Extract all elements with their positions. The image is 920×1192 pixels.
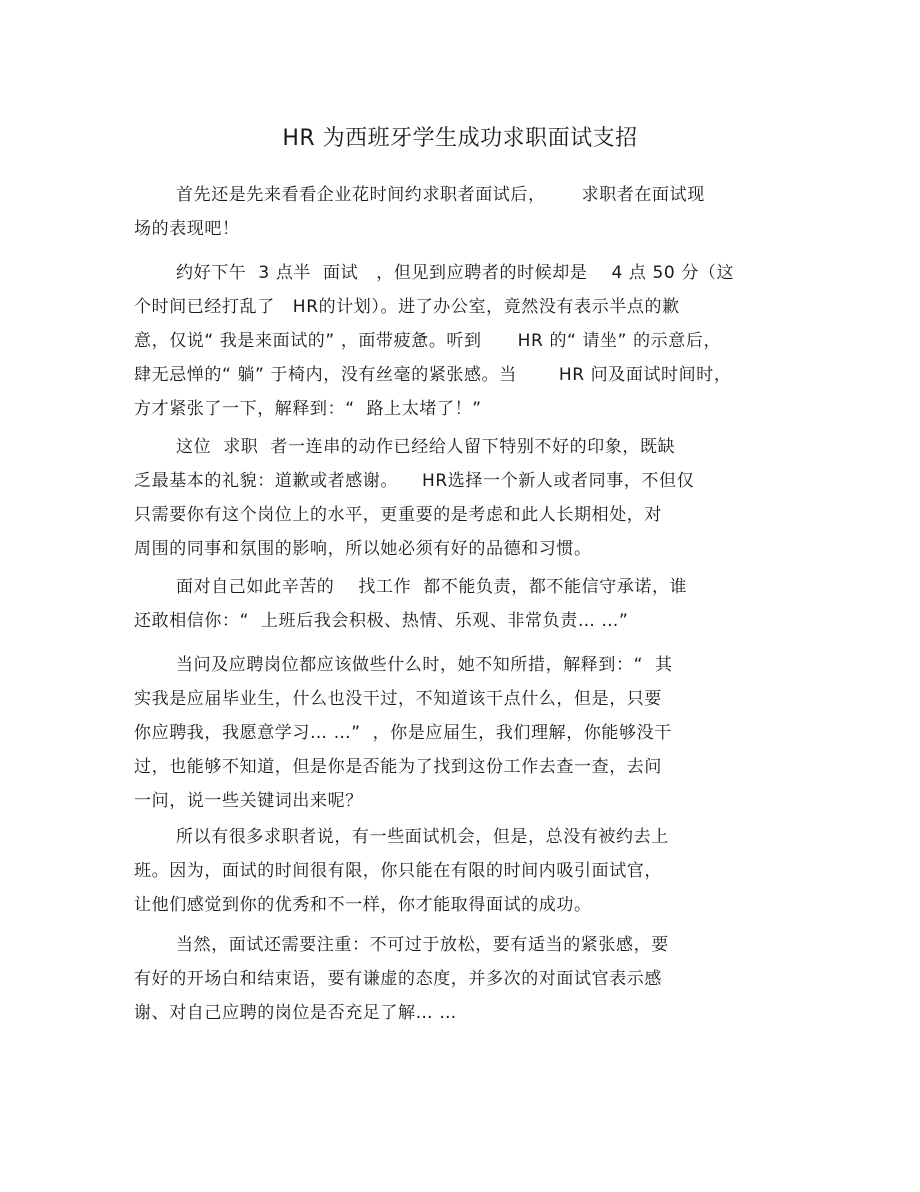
paragraph-line: 只需要你有这个岗位上的水平，更重要的是考虑和此人长期相处，对 xyxy=(134,505,662,525)
paragraph-line: 一问，说一些关键词出来呢？ xyxy=(134,791,363,811)
paragraph-line: 过，也能够不知道，但是你是否能为了找到这份工作去查一查，去问 xyxy=(134,757,662,777)
paragraph-line: 周围的同事和氛围的影响，所以她必须有好的品德和习惯。 xyxy=(134,539,592,559)
paragraph-line: 场的表现吧！ xyxy=(134,219,240,239)
paragraph-line: 你应聘我，我愿意学习… …” ，你是应届生，我们理解，你能够没干 xyxy=(134,723,672,743)
paragraph-line: 个时间已经打乱了 HR的计划）。进了办公室，竟然没有表示半点的歉 xyxy=(134,297,680,317)
paragraph-line: 让他们感觉到你的优秀和不一样，你才能取得面试的成功。 xyxy=(134,895,592,915)
paragraph-line: 意，仅说“ 我是来面试的” ，面带疲惫。听到 HR 的“ 请坐” 的示意后， xyxy=(134,331,722,351)
paragraph-line: 约好下午 3 点半 面试 ，但见到应聘者的时候却是 4 点 50 分（这 xyxy=(176,263,735,283)
paragraph-line: 当问及应聘岗位都应该做些什么时，她不知所措，解释到：“ 其 xyxy=(176,655,673,675)
paragraph-line: 当然，面试还需要注重：不可过于放松，要有适当的紧张感，要 xyxy=(176,935,669,955)
paragraph-line: 肆无忌惮的“ 躺” 于椅内，没有丝毫的紧张感。当 HR 问及面试时间时， xyxy=(134,365,732,385)
paragraph-late-arrival xyxy=(134,256,804,426)
paragraph-limited-time xyxy=(134,820,804,922)
paragraph-bad-impression xyxy=(134,430,804,566)
paragraph-line: 首先还是先来看看企业花时间约求职者面试后， 求职者在面试现 xyxy=(176,185,705,205)
paragraph-graduate xyxy=(134,648,804,818)
paragraph-line: 还敢相信你：“ 上班后我会积极、热情、乐观、非常负责… …” xyxy=(134,611,629,631)
paragraph-tips xyxy=(134,928,804,1030)
paragraph-line: 有好的开场白和结束语，要有谦虚的态度，并多次的对面试官表示感 xyxy=(134,969,662,989)
paragraph-line: 方才紧张了一下，解释到：“ 路上太堵了！” xyxy=(134,399,482,419)
document-title: HR 为西班牙学生成功求职面试支招 xyxy=(282,126,638,151)
paragraph-intro xyxy=(134,178,804,246)
paragraph-line: 谢、对自己应聘的岗位是否充足了解… … xyxy=(134,1003,457,1023)
paragraph-line: 面对自己如此辛苦的 找工作 都不能负责，都不能信守承诺，谁 xyxy=(176,577,688,597)
paragraph-responsibility xyxy=(134,570,804,638)
paragraph-line: 这位 求职 者一连串的动作已经给人留下特别不好的印象，既缺 xyxy=(176,437,676,457)
paragraph-line: 班。因为，面试的时间很有限，你只能在有限的时间内吸引面试官， xyxy=(134,861,662,881)
paragraph-line: 所以有很多求职者说，有一些面试机会，但是，总没有被约去上 xyxy=(176,827,669,847)
paragraph-line: 实我是应届毕业生，什么也没干过，不知道该干点什么，但是，只要 xyxy=(134,689,662,709)
paragraph-line: 乏最基本的礼貌：道歉或者感谢。 HR选择一个新人或者同事，不但仅 xyxy=(134,471,695,491)
